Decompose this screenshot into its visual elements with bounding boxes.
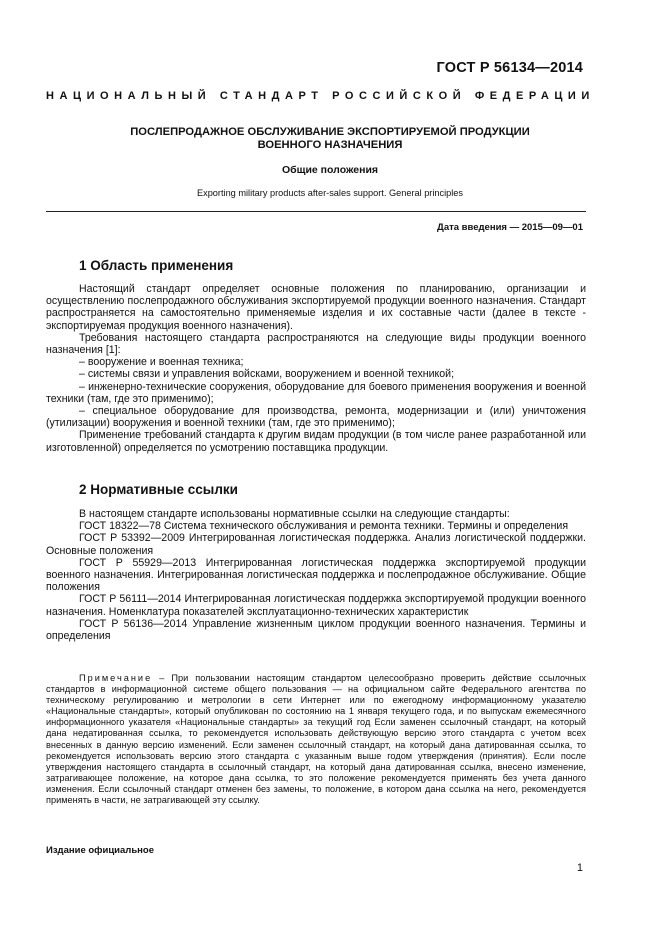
gost-code: ГОСТ Р 56134—2014: [436, 60, 583, 76]
reference-item: ГОСТ Р 55929—2013 Интегрированная логистическая поддержка экспортируемой продукции военного назначения. Интегрированная логистическая поддержка и послепродажное обслуживание. Общие положения: [46, 556, 586, 594]
national-standard-banner: НАЦИОНАЛЬНЫЙ СТАНДАРТ РОССИЙСКОЙ ФЕДЕРАЦИИ: [46, 90, 595, 102]
list-item: – системы связи и управления войсками, вооружением и военной техникой;: [79, 368, 455, 381]
english-title: Exporting military products after-sales support. General principles: [196, 188, 464, 198]
note-label: Примечание: [79, 673, 153, 683]
section-1-body: [46, 283, 586, 454]
reference-item: ГОСТ Р 56111—2014 Интегрированная логистическая поддержка экспортируемой продукции военного назначения. Номенклатура показателей эксплуатационно-технических характеристик: [46, 593, 586, 618]
list-item: – специальное оборудование для производства, ремонта, модернизации и (или) уничтожения (утилизации) вооружения и военной техники (там, где это применимо);: [46, 405, 586, 430]
reference-item: ГОСТ Р 56136—2014 Управление жизненным циклом продукции военного назначения. Термины и определения: [46, 617, 586, 643]
paragraph: В настоящем стандарте использованы нормативные ссылки на следующие стандарты:: [79, 508, 510, 520]
reference-item: ГОСТ 18322—78 Система технического обслуживания и ремонта техники. Термины и определения: [79, 520, 569, 533]
paragraph: Применение требований стандарта к другим видам продукции (в том числе ранее разработанной или изготовленной) определяется по усмотрению поставщика продукции.: [46, 429, 586, 454]
note: [46, 673, 586, 806]
intro-date: Дата введения — 2015—09—01: [437, 222, 583, 233]
note-text: – При пользовании настоящим стандартом целесообразно проверить действие ссылочных стандартов в информационной системе общего пользования — на официальном сайте Федерального агентства по техническому регулированию и метрологии в сети Интернет или по ежегодному информационному указателю «Национальные стандарты», который опубликован по состоянию на 1 января текущего года, и по выпускам ежемесячного информационного указателя «Национальные стандарты» за текущий год Если заменен ссылочный стандарт, на который дана недатированная ссылка, то рекомендуется использовать действующую версию этого стандарта с учетом всех внесенных в данную версию изменений. Если заменен ссылочный стандарт, на который дана датированная ссылка, то рекомендуется использовать версию этого стандарта с указанным выше годом утверждения (принятия). Если после утверждения настоящего стандарта в ссылочный стандарт, на который дана датированная ссылка, внесено изменение, затрагивающее положение, на которое дана ссылка, то это положение рекомендуется применять без учета данного изменения. Если ссылочный стандарт отменен без замены, то положение, в котором дана ссылка на него, рекомендуется применять в части, не затрагивающей эту ссылку.: [46, 673, 586, 806]
official-edition-label: Издание официальное: [46, 845, 154, 856]
document-subtitle: Общие положения: [281, 164, 379, 176]
section-2-body: [46, 508, 586, 642]
reference-item: ГОСТ Р 53392—2009 Интегрированная логистическая поддержка. Анализ логистической поддержки. Основные положения: [46, 532, 586, 557]
page-number: 1: [576, 862, 583, 874]
document-title-line1: ПОСЛЕПРОДАЖНОЕ ОБСЛУЖИВАНИЕ ЭКСПОРТИРУЕМОЙ ПРОДУКЦИИ: [130, 126, 530, 138]
document-title-line2: ВОЕННОГО НАЗНАЧЕНИЯ: [257, 139, 403, 151]
section-1-heading: 1 Область применения: [79, 258, 234, 273]
divider: [46, 211, 586, 212]
list-item: – инженерно-технические сооружения, оборудование для боевого применения вооружения и военной техники (там, где это применимо);: [46, 380, 586, 405]
paragraph: Настоящий стандарт определяет основные положения по планированию, организации и осуществлению послепродажного обслуживания экспортируемой продукции военного назначения. Стандарт распространяется на самостоятельно применяемые изделия и их составные части (далее в тексте - экспортируемая продукция военного назначения).: [46, 283, 586, 332]
section-2-heading: 2 Нормативные ссылки: [79, 482, 238, 497]
list-item: – вооружение и военная техника;: [79, 356, 244, 369]
paragraph: Требования настоящего стандарта распространяются на следующие виды продукции военного назначения [1]:: [46, 331, 586, 357]
